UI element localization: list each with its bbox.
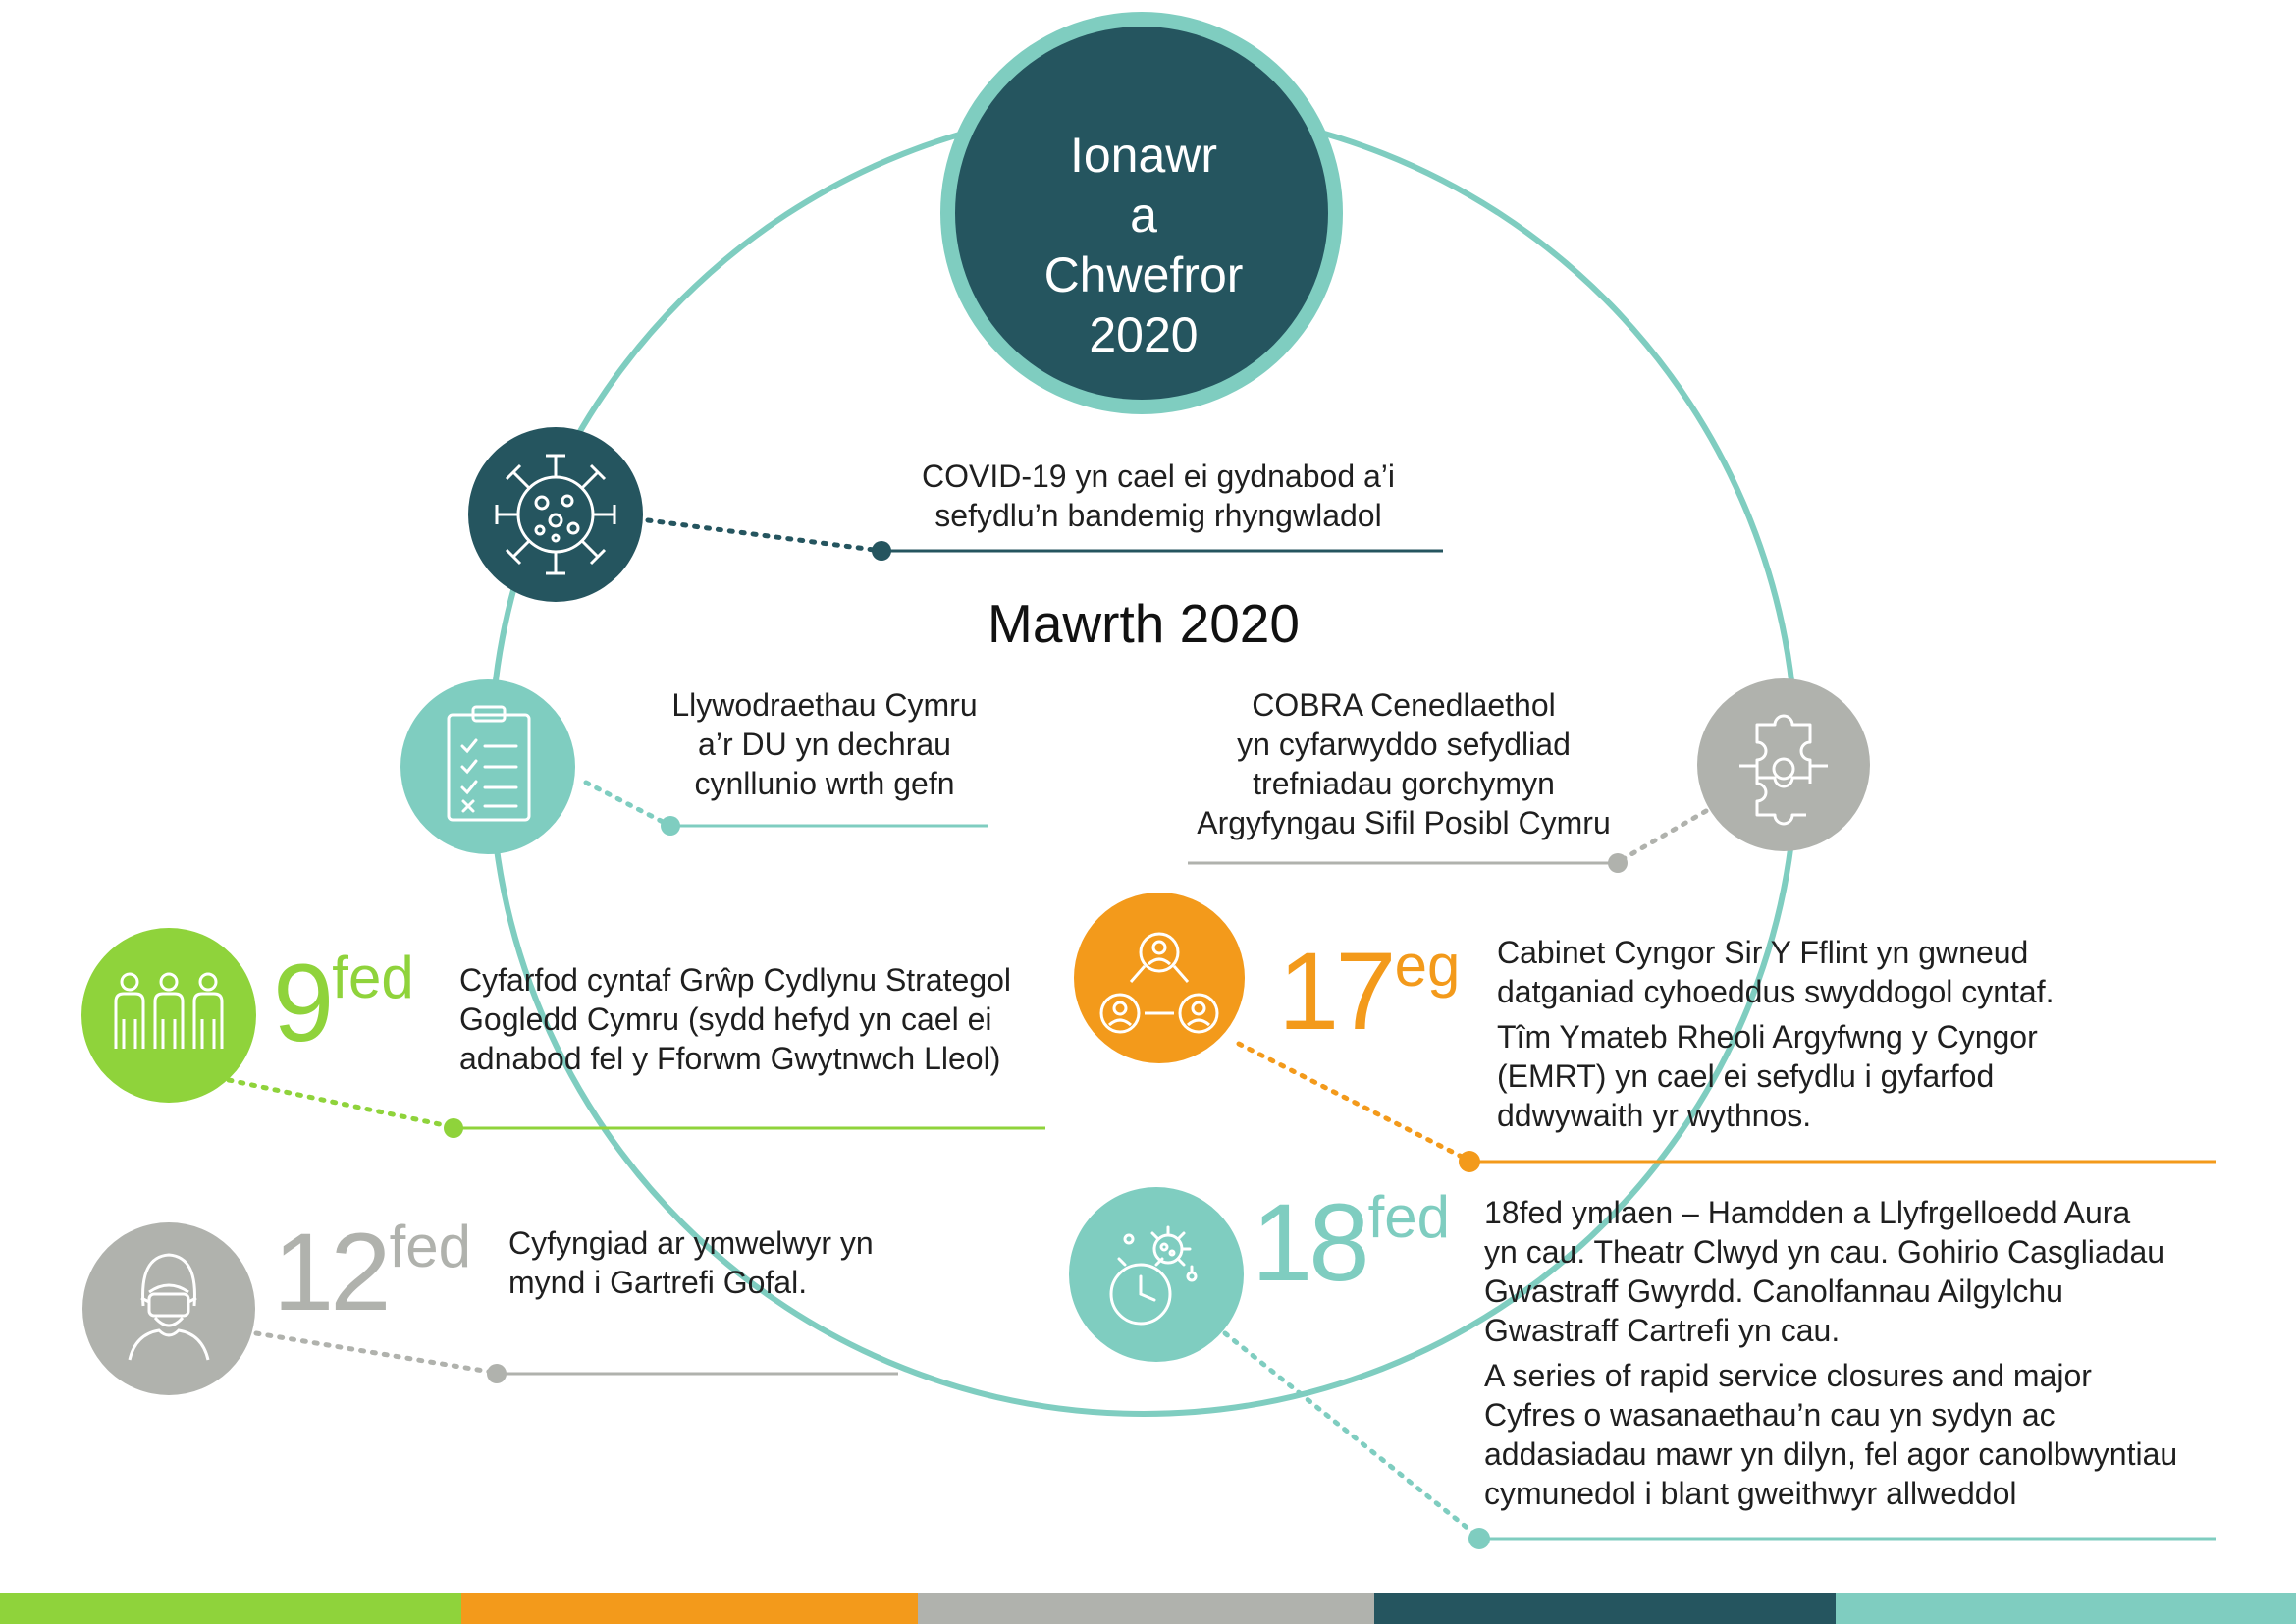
twelfth-text <box>508 1223 921 1302</box>
day-number: 9 <box>273 942 331 1064</box>
footer-segment-dark-teal <box>1374 1593 1836 1624</box>
cobra-line: COBRA Cenedlaethol <box>1252 687 1556 723</box>
seventeenth-line: Cabinet Cyngor Sir Y Fflint yn gwneud <box>1497 935 2029 970</box>
day-suffix: fed <box>1367 1184 1450 1250</box>
contingency-text <box>638 685 1011 803</box>
day-ninth <box>273 942 414 1076</box>
day-twelfth <box>273 1211 471 1345</box>
day-seventeenth <box>1278 930 1461 1064</box>
twelfth-line: mynd i Gartrefi Gofal. <box>508 1265 808 1300</box>
seventeenth-line: (EMRT) yn cael ei sefydlu i gyfarfod <box>1497 1058 1995 1094</box>
day-number: 12 <box>273 1211 388 1333</box>
hub-line: Ionawr <box>1069 128 1218 183</box>
person-with-mask-icon <box>82 1222 255 1395</box>
day-number: 17 <box>1278 930 1393 1053</box>
contingency-line: a’r DU yn dechrau <box>698 727 951 762</box>
hub-line: Chwefror <box>1043 247 1244 302</box>
eighteenth-line: A series of rapid service closures and major <box>1484 1358 2092 1393</box>
contingency-line: cynllunio wrth gefn <box>694 766 955 801</box>
hub-line: a <box>1130 188 1157 243</box>
connector-ninth <box>229 1080 1045 1138</box>
twelfth-line: Cyfyngiad ar ymwelwyr yn <box>508 1225 874 1261</box>
puzzle-pieces-icon <box>1697 678 1870 851</box>
seventeenth-text <box>1497 933 2184 1135</box>
eighteenth-line: yn cau. Theatr Clwyd yn cau. Gohirio Casgliadau <box>1484 1234 2165 1270</box>
eighteenth-line: cymunedol i blant gweithwyr allweddol <box>1484 1476 2017 1511</box>
month-heading: Mawrth 2020 <box>988 593 1300 654</box>
eighteenth-line: Cyfres o wasanaethau’n cau yn sydyn ac <box>1484 1397 2056 1433</box>
day-suffix: eg <box>1394 933 1461 999</box>
virus-icon <box>468 427 643 602</box>
clipboard-checklist-icon <box>400 679 575 854</box>
seventeenth-line: Tîm Ymateb Rheoli Argyfwng y Cyngor <box>1497 1019 2038 1055</box>
seventeenth-line: datganiad cyhoeddus swyddogol cyntaf. <box>1497 974 2055 1009</box>
cobra-line: Argyfyngau Sifil Posibl Cymru <box>1197 805 1611 840</box>
hub-line: 2020 <box>1089 307 1199 362</box>
ninth-line: adnabod fel y Fforwm Gwytnwch Lleol) <box>459 1041 1001 1076</box>
eighteenth-line: Gwastraff Gwyrdd. Canolfannau Ailgylchu <box>1484 1273 2063 1309</box>
ninth-line: Cyfarfod cyntaf Grŵp Cydlynu Strategol <box>459 962 1012 998</box>
connected-people-icon <box>1074 893 1245 1063</box>
covid-line: COVID-19 yn cael ei gydnabod a’i <box>921 459 1396 494</box>
day-suffix: fed <box>332 945 414 1010</box>
hub-title <box>982 126 1306 365</box>
eighteenth-line: Gwastraff Cartrefi yn cau. <box>1484 1313 1841 1348</box>
cobra-text <box>1168 685 1639 842</box>
group-of-people-icon <box>81 928 256 1103</box>
cobra-line: trefniadau gorchymyn <box>1253 766 1555 801</box>
footer-segment-green <box>0 1593 461 1624</box>
day-number: 18 <box>1252 1181 1366 1304</box>
covid-line: sefydlu’n bandemig rhyngwladol <box>934 498 1382 533</box>
eighteenth-line: 18fed ymlaen – Hamdden a Llyfrgelloedd Aura <box>1484 1195 2131 1230</box>
day-suffix: fed <box>389 1214 471 1279</box>
ninth-line: Gogledd Cymru (sydd hefyd yn cael ei <box>459 1001 992 1037</box>
eighteenth-line: addasiadau mawr yn dilyn, fel agor canolbwyntiau <box>1484 1436 2178 1472</box>
covid-text <box>864 457 1453 535</box>
virus-clock-icon <box>1069 1187 1244 1362</box>
footer-segment-grey <box>918 1593 1374 1624</box>
footer-segment-orange <box>461 1593 918 1624</box>
footer-segment-light-teal <box>1836 1593 2296 1624</box>
eighteenth-text <box>1484 1193 2250 1513</box>
seventeenth-line: ddwywaith yr wythnos. <box>1497 1098 1812 1133</box>
ninth-text <box>459 960 1068 1078</box>
cobra-line: yn cyfarwyddo sefydliad <box>1237 727 1571 762</box>
contingency-line: Llywodraethau Cymru <box>671 687 978 723</box>
day-eighteenth <box>1252 1181 1450 1316</box>
